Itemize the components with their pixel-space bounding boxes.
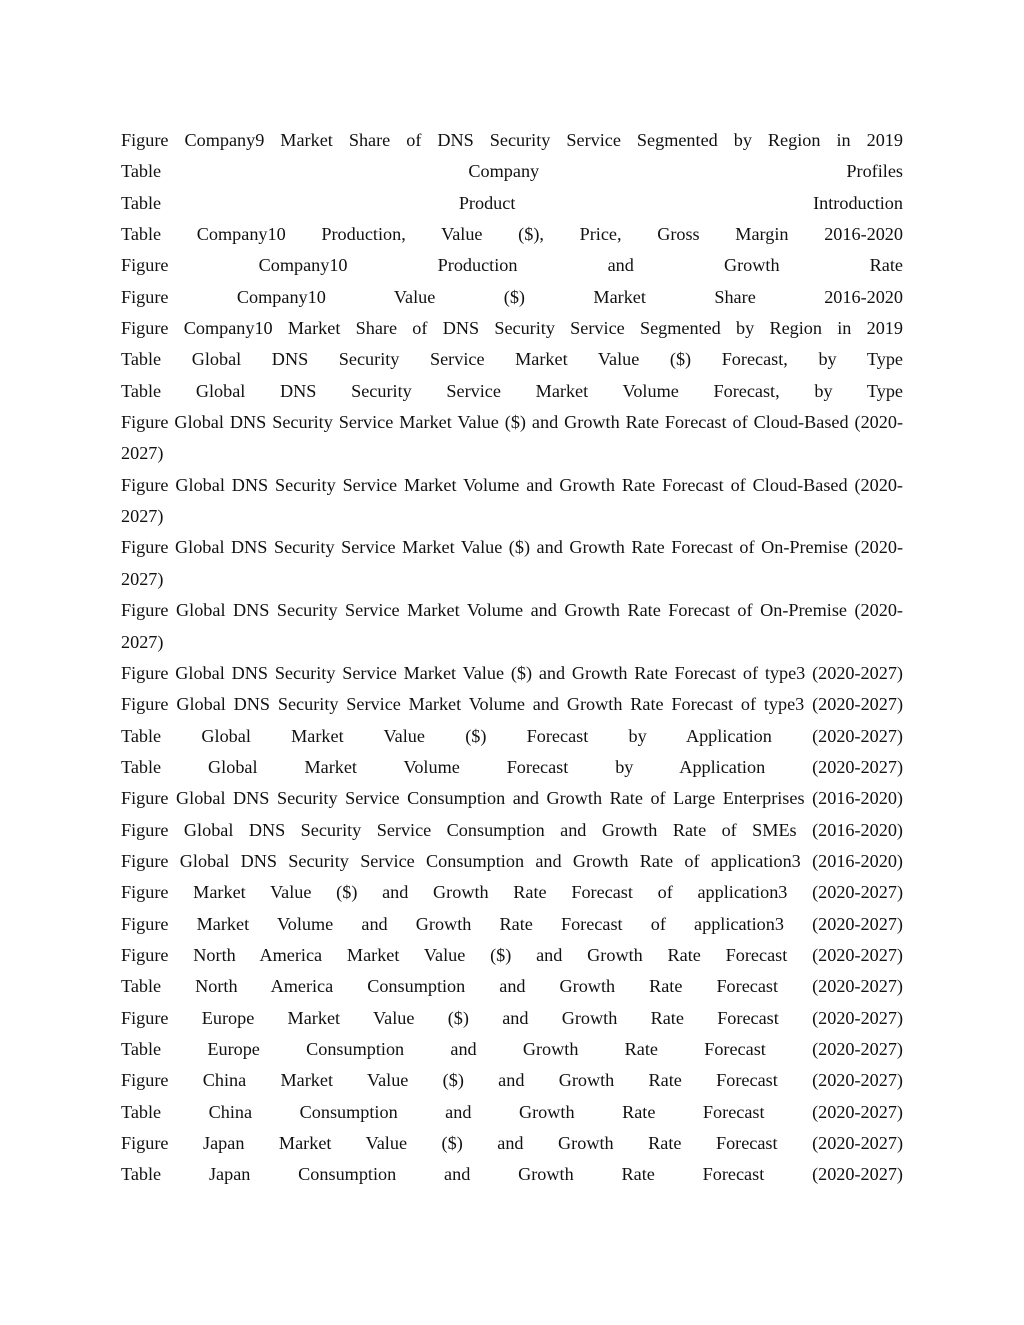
list-item: Figure Global DNS Security Service Consumption and Growth Rate of SMEs (2016-2020) [121,819,903,840]
list-item: Figure Global DNS Security Service Market Value ($) and Growth Rate Forecast of Cloud-Based (2020-2027) [121,412,903,464]
list-item: Table Global Market Volume Forecast by Application (2020-2027) [121,756,903,777]
list-item: Table North America Consumption and Growth Rate Forecast (2020-2027) [121,976,903,997]
list-item: Figure China Market Value ($) and Growth Rate Forecast (2020-2027) [121,1070,903,1091]
list-item: Table Company Profiles [121,161,903,182]
list-item: Figure Company10 Production and Growth Rate [121,255,903,276]
list-item: Figure Company10 Market Share of DNS Security Service Segmented by Region in 2019 [121,318,903,339]
list-item: Table Company10 Production, Value ($), Price, Gross Margin 2016-2020 [121,224,903,245]
list-item: Figure Market Value ($) and Growth Rate Forecast of application3 (2020-2027) [121,882,903,903]
list-item: Figure Market Volume and Growth Rate Forecast of application3 (2020-2027) [121,913,903,934]
document-page [121,125,903,1191]
list-item: Figure Global DNS Security Service Market Volume and Growth Rate Forecast of On-Premise (2020-2027) [121,600,903,652]
list-item: Figure Global DNS Security Service Consumption and Growth Rate of application3 (2016-2020) [121,850,903,871]
list-item: Table Global DNS Security Service Market Value ($) Forecast, by Type [121,349,903,370]
list-item: Table China Consumption and Growth Rate Forecast (2020-2027) [121,1101,903,1122]
list-item: Figure Global DNS Security Service Consumption and Growth Rate of Large Enterprises (2016-2020) [121,788,903,809]
list-item: Table Global DNS Security Service Market Volume Forecast, by Type [121,380,903,401]
list-item: Figure Global DNS Security Service Market Value ($) and Growth Rate Forecast of On-Premise (2020-2027) [121,537,903,589]
list-item: Table Japan Consumption and Growth Rate Forecast (2020-2027) [121,1164,903,1185]
list-item: Table Global Market Value ($) Forecast by Application (2020-2027) [121,725,903,746]
list-item: Table Product Introduction [121,192,903,213]
list-item: Figure Global DNS Security Service Market Value ($) and Growth Rate Forecast of type3 (2020-2027) [121,662,903,683]
list-item: Figure North America Market Value ($) and Growth Rate Forecast (2020-2027) [121,944,903,965]
list-item: Figure Europe Market Value ($) and Growth Rate Forecast (2020-2027) [121,1007,903,1028]
list-item: Figure Company9 Market Share of DNS Security Service Segmented by Region in 2019 [121,130,903,150]
list-item: Figure Global DNS Security Service Market Volume and Growth Rate Forecast of Cloud-Based (2020-2027) [121,474,903,527]
list-item: Table Europe Consumption and Growth Rate Forecast (2020-2027) [121,1038,903,1059]
list-item: Figure Japan Market Value ($) and Growth Rate Forecast (2020-2027) [121,1133,903,1153]
list-item: Figure Company10 Value ($) Market Share 2016-2020 [121,286,903,307]
list-item: Figure Global DNS Security Service Market Volume and Growth Rate Forecast of type3 (2020-2027) [121,694,903,715]
